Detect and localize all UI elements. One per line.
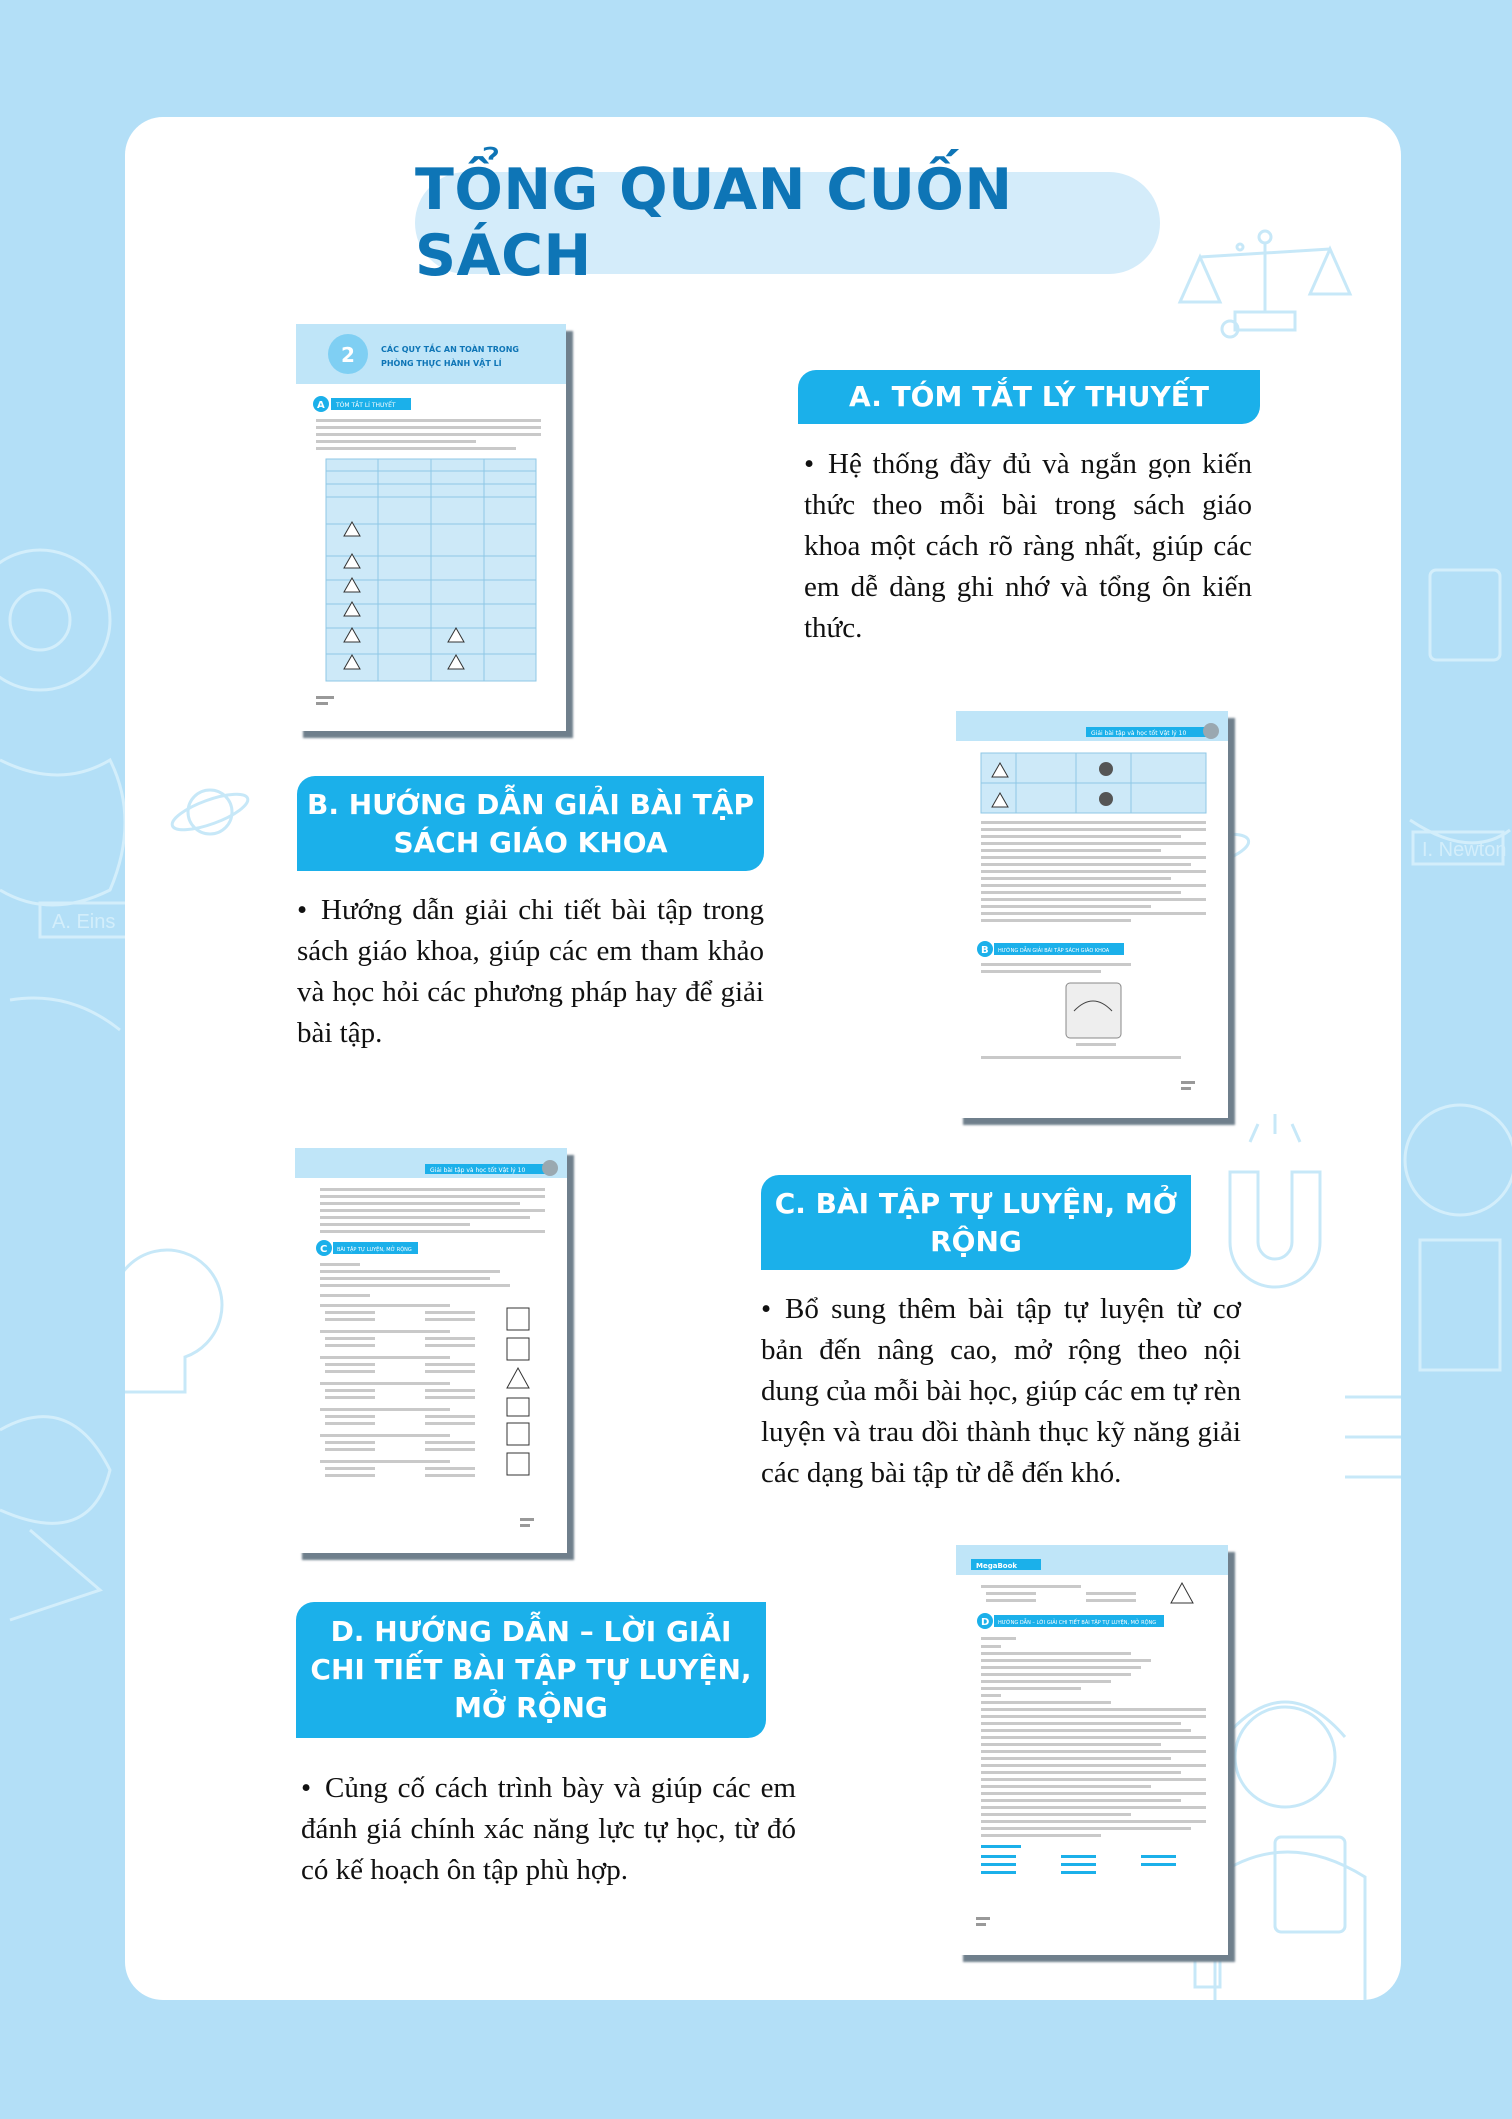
content-card — [125, 117, 1401, 2000]
newton-label — [1413, 832, 1506, 864]
section-d-text: Củng cố cách trình bày và giúp các em đánh giá chính xác năng lực tự học, từ đó có kế hoạch ôn tập phù hợp. — [301, 1772, 796, 1886]
section-d-heading — [296, 1602, 766, 1738]
svg-text:A. Eins: A. Eins — [52, 911, 116, 933]
bullet: • — [301, 1772, 312, 1804]
section-a-text: Hệ thống đầy đủ và ngắn gọn kiến thức theo mỗi bài trong sách giáo khoa một cách rõ ràng nhất, giúp các em dễ dàng ghi nhớ và tổng ôn kiến thức. — [804, 448, 1252, 644]
bullet: • — [297, 894, 308, 926]
svg-text:HƯỚNG DẪN GIẢI BÀI TẬP SÁCH GI: HƯỚNG DẪN GIẢI BÀI TẬP SÁCH GIÁO KHOA — [998, 948, 1110, 954]
svg-text:Giải bài tập và học tốt Vật lý: Giải bài tập và học tốt Vật lý 10 — [430, 1167, 526, 1174]
svg-text:B: B — [981, 945, 989, 956]
balance-scale-icon — [1180, 231, 1350, 330]
bullet: • — [804, 448, 815, 480]
magnet-icon — [1230, 1114, 1320, 1287]
svg-text:I. Newton: I. Newton — [1422, 839, 1507, 861]
section-c-text: Bổ sung thêm bài tập tự luyện từ cơ bản đến nâng cao, mở rộng theo nội dung của mỗi bài học, giúp các em tự rèn luyện và trau dồi thành thục kỹ năng giải các dạng bài tập từ dễ đến khó. — [761, 1293, 1241, 1489]
thumbnail-b-page — [956, 711, 1228, 1118]
section-c-body — [761, 1289, 1241, 1494]
section-d-heading-text: D. HƯỚNG DẪN – LỜI GIẢI CHI TIẾT BÀI TẬP TỰ LUYỆN, MỞ RỘNG — [310, 1615, 752, 1724]
svg-text:BÀI TẬP TỰ LUYỆN, MỞ RỘNG: BÀI TẬP TỰ LUYỆN, MỞ RỘNG — [337, 1247, 412, 1253]
svg-text:2: 2 — [341, 343, 355, 367]
section-a-heading-text: A. TÓM TẮT LÝ THUYẾT — [849, 380, 1209, 414]
svg-text:Giải bài tập và học tốt Vật lý: Giải bài tập và học tốt Vật lý 10 — [1091, 730, 1187, 737]
svg-text:C: C — [320, 1244, 328, 1255]
section-c-heading-text: C. BÀI TẬP TỰ LUYỆN, MỞ RỘNG — [774, 1186, 1178, 1258]
svg-text:D: D — [981, 1617, 990, 1628]
thumbnail-c-page — [295, 1148, 567, 1553]
thumbnail-d-page — [956, 1545, 1228, 1955]
section-d-body — [301, 1768, 796, 1891]
svg-text:PHÒNG THỰC HÀNH VẬT LÍ: PHÒNG THỰC HÀNH VẬT LÍ — [381, 359, 502, 368]
einstein-label — [40, 903, 130, 937]
page-title — [415, 157, 1160, 289]
svg-text:TÓM TẮT LÍ THUYẾT: TÓM TẮT LÍ THUYẾT — [336, 402, 396, 409]
svg-text:HƯỚNG DẪN – LỜI GIẢI CHI TIẾT: HƯỚNG DẪN – LỜI GIẢI CHI TIẾT BÀI TẬP TỰ LUYỆN, MỞ RỘNG — [998, 1620, 1157, 1626]
svg-text:A: A — [317, 400, 325, 411]
section-b-heading — [297, 776, 764, 871]
lightbulb-icon — [125, 1250, 222, 1392]
section-a-heading — [798, 370, 1260, 424]
svg-text:MegaBook: MegaBook — [976, 1562, 1018, 1570]
section-b-body — [297, 890, 764, 1054]
page-title-text: TỔNG QUAN CUỐN SÁCH — [415, 157, 1013, 289]
bullet: • — [761, 1293, 772, 1325]
section-b-text: Hướng dẫn giải chi tiết bài tập trong sách giáo khoa, giúp các em tham khảo và học hỏi các phương pháp hay để giải bài tập. — [297, 894, 764, 1049]
svg-text:CÁC QUY TẮC AN TOÀN TRONG: CÁC QUY TẮC AN TOÀN TRONG — [381, 345, 519, 354]
thumbnail-a-page — [296, 324, 566, 731]
planet-icon — [168, 787, 251, 837]
section-a-body — [804, 444, 1252, 649]
section-b-heading-text: B. HƯỚNG DẪN GIẢI BÀI TẬP SÁCH GIÁO KHOA — [307, 787, 754, 859]
section-c-heading — [761, 1175, 1191, 1270]
